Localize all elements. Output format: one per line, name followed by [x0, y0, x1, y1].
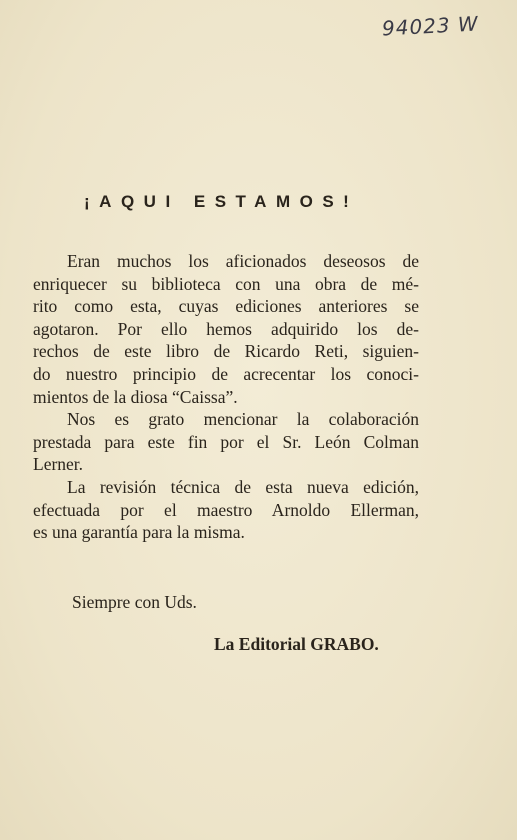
paragraph-line: enriquecer su biblioteca con una obra de mé- [33, 273, 419, 294]
handwritten-catalog-number: 94023 W [381, 11, 480, 41]
page-title: ¡AQUI ESTAMOS! [84, 192, 359, 211]
paragraph-line: do nuestro principio de acrecentar los conoci- [33, 363, 419, 384]
paragraph-line: Eran muchos los aficionados deseosos de [67, 251, 419, 271]
publisher-signature: La Editorial GRABO. [214, 634, 379, 654]
paragraph-line: Lerner. [33, 454, 84, 475]
paragraph-line: prestada para este fin por el Sr. León Colman [33, 431, 419, 452]
paragraph-line: agotaron. Por ello hemos adquirido los de- [33, 318, 419, 339]
paragraph-line: rechos de este libro de Ricardo Reti, siguien- [33, 341, 419, 362]
paragraph-line: La revisión técnica de esta nueva edición, [67, 476, 419, 497]
sign-off: Siempre con Uds. [72, 592, 197, 612]
paragraph-line: Nos es grato mencionar la colaboración [67, 409, 419, 430]
paragraph-line: es una garantía para la misma. [33, 522, 245, 543]
paragraph-line: mientos de la diosa “Caissa”. [33, 386, 238, 407]
body-text [33, 250, 419, 544]
paragraph-line: efectuada por el maestro Arnoldo Ellerman, [33, 499, 419, 520]
paragraph-line: rito como esta, cuyas ediciones anteriores se [33, 296, 419, 317]
